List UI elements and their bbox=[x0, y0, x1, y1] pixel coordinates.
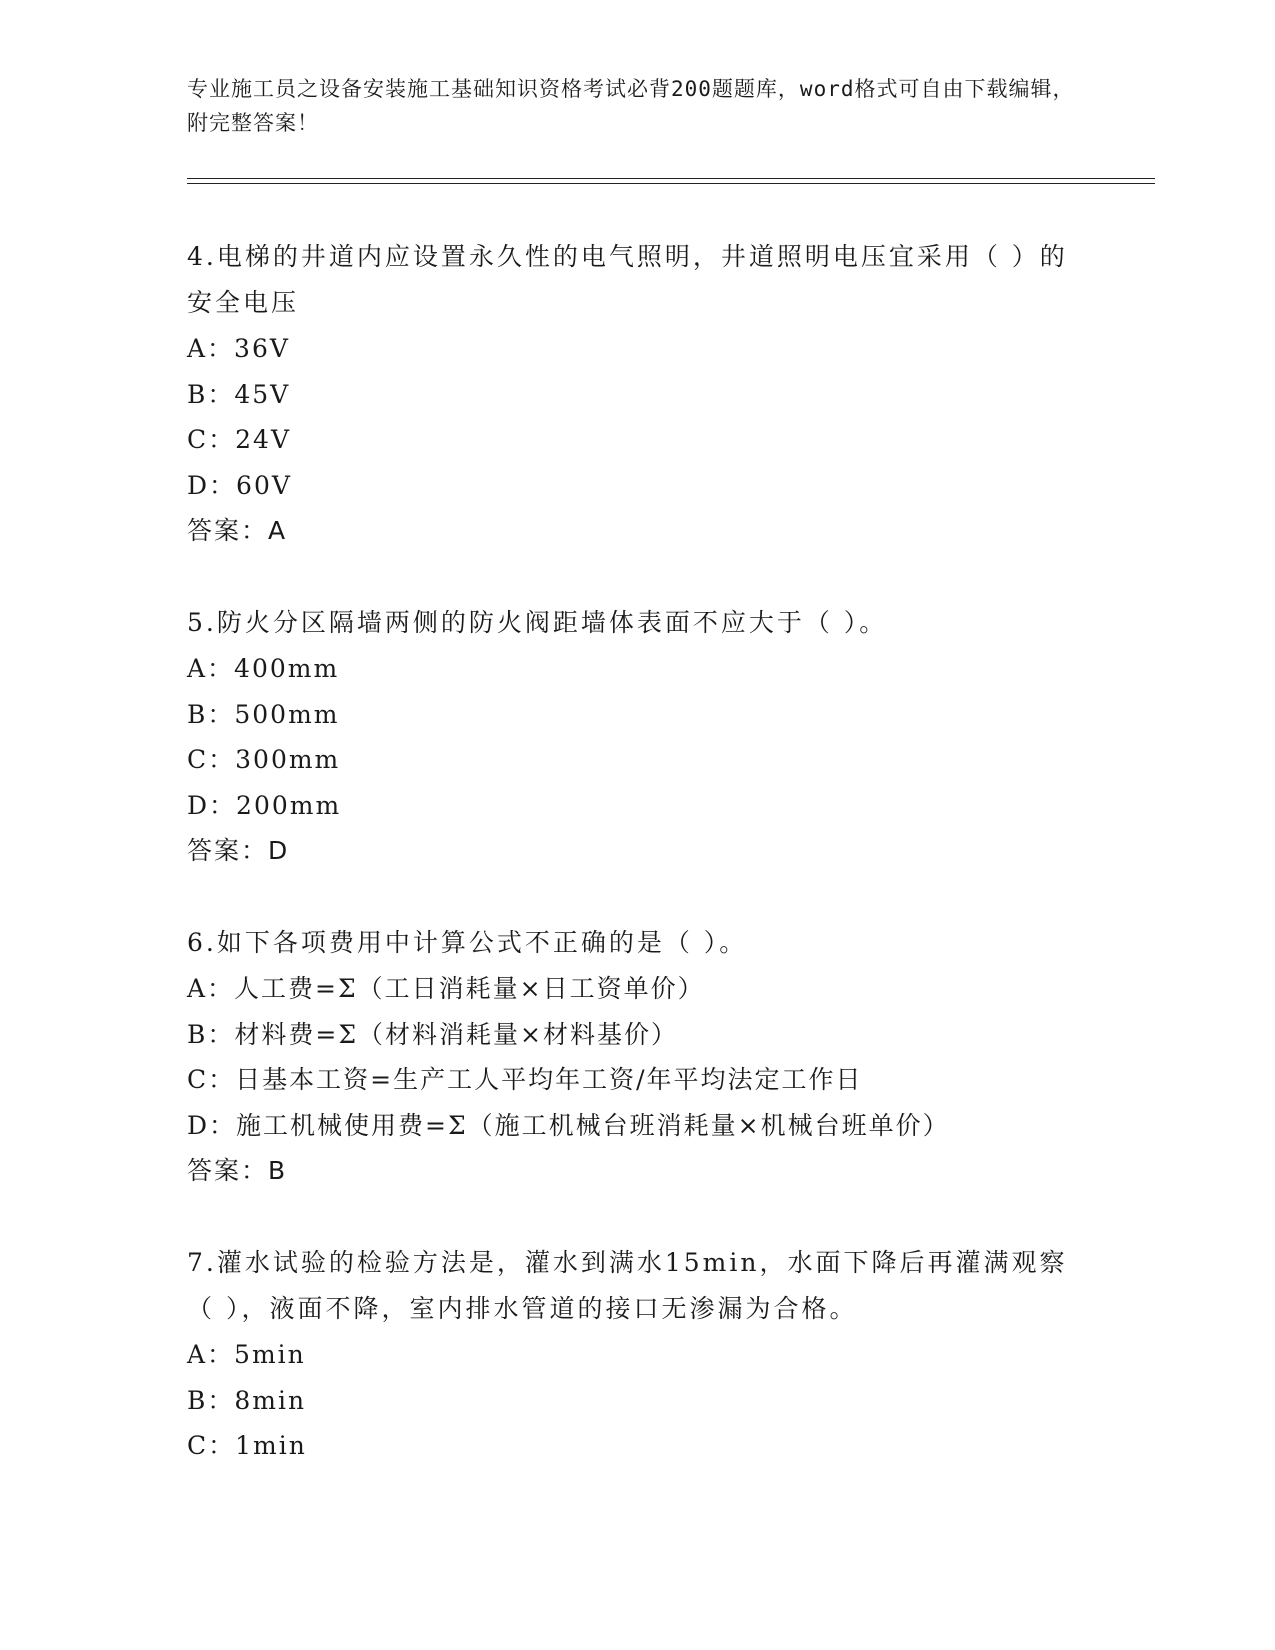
header-divider-top bbox=[187, 178, 1155, 179]
option-a: A：5min bbox=[187, 1340, 306, 1369]
option-d: D：60V bbox=[187, 470, 292, 500]
question-stem: 5.防火分区隔墙两侧的防火阀距墙体表面不应大于（ ）。 bbox=[187, 608, 888, 637]
option-b: B：材料费=Σ（材料消耗量×材料基价） bbox=[187, 1019, 678, 1049]
option-c: C：24V bbox=[187, 425, 291, 454]
answer: 答案：D bbox=[187, 836, 290, 865]
question-4 bbox=[187, 234, 1087, 554]
answer: 答案：A bbox=[187, 516, 288, 545]
option-a: A：36V bbox=[187, 334, 290, 363]
header-divider-bottom bbox=[187, 183, 1155, 184]
option-c: C：1min bbox=[187, 1431, 307, 1460]
option-c: C：300mm bbox=[187, 745, 341, 774]
question-7 bbox=[187, 1240, 1087, 1469]
document-header: 专业施工员之设备安装施工基础知识资格考试必背200题题库，word格式可自由下载编辑，附完整答案！ bbox=[187, 77, 1075, 135]
option-c: C：日基本工资=生产工人平均年工资/年平均法定工作日 bbox=[187, 1065, 863, 1094]
option-a: A：人工费=Σ（工日消耗量×日工资单价） bbox=[187, 974, 705, 1003]
answer: 答案：B bbox=[187, 1156, 288, 1185]
option-d: D：施工机械使用费=Σ（施工机械台班消耗量×机械台班单价） bbox=[187, 1110, 950, 1140]
question-stem: 7.灌水试验的检验方法是，灌水到满水15min，水面下降后再灌满观察（ ），液面不降，室内排水管道的接口无渗漏为合格。 bbox=[187, 1248, 1068, 1323]
option-d: D：200mm bbox=[187, 790, 342, 820]
option-b: B：500mm bbox=[187, 699, 340, 729]
question-5 bbox=[187, 600, 1087, 874]
question-6 bbox=[187, 920, 1087, 1194]
question-stem: 6.如下各项费用中计算公式不正确的是（ ）。 bbox=[187, 928, 748, 957]
option-a: A：400mm bbox=[187, 654, 340, 683]
question-stem: 4.电梯的井道内应设置永久性的电气照明，井道照明电压宜采用（ ）的安全电压 bbox=[187, 242, 1068, 317]
option-b: B：45V bbox=[187, 379, 291, 409]
option-b: B：8min bbox=[187, 1385, 307, 1415]
